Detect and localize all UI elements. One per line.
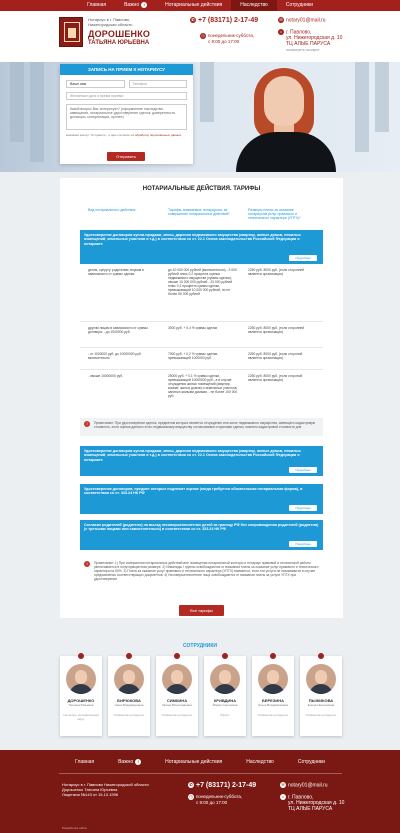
staff-photo — [258, 664, 288, 694]
staff-card[interactable] — [60, 656, 102, 736]
table-row — [80, 264, 323, 322]
staff-card[interactable] — [204, 656, 246, 736]
staff-surname: БИРЮКОВА — [117, 698, 141, 703]
footer-copyright[interactable]: Разработка сайта — [62, 826, 87, 830]
brand-subtitle: Нотариус в г. Павлово, Нижегородская область — [88, 17, 133, 27]
form-title: ЗАПИСЬ НА ПРИЕМ К НОТАРИУСУ — [60, 64, 193, 75]
tariff-block-4[interactable] — [80, 520, 323, 550]
notary-portrait — [226, 62, 346, 172]
footer-hours: ◷ понедельник-суббота, с 9:00 до 17:00 — [189, 794, 243, 805]
phone-icon: ✆ — [191, 17, 195, 23]
staff-card[interactable] — [108, 656, 150, 736]
staff-surname: ПЫЖИКОВА — [308, 698, 334, 703]
submit-button[interactable]: Отправить — [107, 152, 145, 161]
staff-surname: КРИВДИНА — [213, 698, 237, 703]
footer-nav-inheritance[interactable]: Наследство — [246, 759, 274, 765]
footer-address: ⌂ г. Павлово, ул. Нижегородская д. 10 ТЦ АЛЫЕ ПАРУСА — [281, 794, 345, 813]
map-link[interactable]: посмотреть на карте — [286, 48, 320, 53]
col-header-uptkh: Размеры платы за оказание нотариусом услуг правового и технического характера (УПТХ)* — [248, 208, 301, 220]
all-tariffs-button[interactable]: Все тарифы — [179, 605, 224, 616]
nav-item-home[interactable] — [78, 0, 115, 11]
clock-icon: ◷ — [201, 33, 205, 38]
header-hours: ◷ понедельник-суббота, с 9:00 до 17:00 — [201, 33, 255, 44]
staff-surname: СИМКИНА — [166, 698, 188, 703]
date-input[interactable]: Желаемые дата и время приема — [66, 92, 187, 100]
staff-role: Помощник нотариуса — [114, 713, 144, 717]
pin-icon — [174, 653, 180, 659]
staff-role: Нотариус, Нотариальный округ — [63, 713, 99, 721]
tariff-note: ! Примечание: При удостоверении сделок, предметом которых является отчуждение или залог недвижимого имущества, имеющего кадастровую стоимость, если оценка данного этого недвижимому имуществу согласованию сторонами сделки, нижнего кадастровой стоимости для — [80, 418, 323, 436]
tariff-block-2[interactable] — [80, 446, 323, 476]
staff-fullname: Ольга Владимировна — [258, 703, 288, 707]
footer-email[interactable]: ✉ notary01@mail.ru — [281, 782, 328, 789]
nav-label: Важно — [124, 2, 140, 8]
staff-fullname: Татьяна Юрьевна — [68, 703, 94, 707]
footer-nav-notary-actions[interactable]: Нотариальные действия — [165, 759, 223, 765]
staff-photo — [114, 664, 144, 694]
cell-tariff: 7000 руб. + 0,2 % суммы сделки, превышающей 1000000 руб. — [168, 352, 219, 360]
footer-nav — [0, 757, 400, 768]
tariff-block-1[interactable] — [80, 230, 323, 264]
nav-item-staff[interactable] — [277, 0, 322, 11]
staff-card[interactable] — [156, 656, 198, 736]
header — [0, 11, 400, 62]
question-textarea[interactable]: Какой вопрос Вас интересует? (оформление наследства, завещания, нотариальное удостоверение сделок, доверенности, договоры, консультации, прочее) — [66, 104, 187, 130]
brand-surname: ДОРОШЕНКО — [88, 29, 151, 39]
staff-role: Помощник нотариуса — [306, 713, 336, 717]
footer — [0, 750, 400, 833]
staff-fullname: Нина Владимировна — [114, 703, 144, 707]
cell-uptkh: 2250 руб. 8000 руб. (если стороной является организация) — [248, 352, 303, 360]
footer-phone[interactable]: ✆ +7 (83171) 2-17-49 — [189, 782, 257, 789]
pin-icon — [78, 653, 84, 659]
important-badge: ! — [135, 759, 141, 765]
more-button[interactable]: Подробнее — [289, 255, 317, 261]
nav-item-inheritance[interactable] — [231, 0, 277, 11]
cell-action: детям, супругу, родителям, внукам в зависимости от суммы сделки: — [88, 268, 144, 276]
footer-nav-home[interactable]: Главная — [75, 759, 95, 765]
cell-action: - свыше 10000000 руб. — [88, 374, 124, 378]
tariff-note-2: ! Примечание: 1) При совершении нотариальных действий вне помещения нотариальной конторы и нотариус правовой и технической работы увеличивается в полуторакратном размере. 2) Инвалиды I группы освобождаются от взимания платы за оказание услуг правового и технического характера на 50%. 3) Плата за оказание услуг правового и технического характера (УПТХ) взимается, если эти услуги не оказываются в случае предъявления соответствующих документов. 4) Несовершеннолетние лица освобождаются от взимания платы за услуги УПТХ при удостоверении — [80, 558, 323, 598]
cell-uptkh: 2250 руб. 8000 руб. (если стороной является организация) — [248, 374, 303, 382]
staff-photo — [306, 664, 336, 694]
brand-name: ТАТЬЯНА ЮРЬЕВНА — [88, 40, 150, 46]
staff-fullname: Ирина Вячеславовна — [162, 703, 192, 707]
nav-label: Наследство — [240, 2, 268, 8]
nav-item-important[interactable] — [115, 0, 156, 11]
footer-nav-staff[interactable]: Сотрудники — [297, 759, 325, 765]
staff-title: СОТРУДНИКИ — [183, 643, 217, 649]
appointment-form — [60, 64, 193, 164]
cell-uptkh: 2250 руб. 8000 руб. (если сторонней является организация) — [248, 268, 305, 276]
nav-label: Нотариальные действия — [165, 2, 223, 8]
staff-photo — [66, 664, 96, 694]
nav-item-notary-actions[interactable] — [156, 0, 231, 11]
warning-icon: ! — [84, 561, 90, 567]
col-header-tariff: Тарифы, взимаемые нотариусом, за совершение нотариальных действий* — [168, 208, 230, 216]
header-email[interactable]: ✉ notary01@mail.ru — [279, 17, 326, 24]
pin-icon — [126, 653, 132, 659]
staff-surname: ДОРОШЕНКО — [67, 698, 95, 703]
table-row — [80, 322, 323, 348]
more-button[interactable]: Подробнее — [289, 467, 317, 473]
cell-action: другим лицам в зависимости от суммы договора: - до 1000000 руб. — [88, 326, 148, 334]
staff-fullname: Елена Николаевна — [307, 703, 335, 707]
top-nav — [0, 0, 400, 11]
header-phone[interactable]: ✆ +7 (83171) 2-17-49 — [191, 17, 259, 24]
block-title: Удостоверение договоров купли-продажи, мены, дарения недвижимого имущества (квартир, жилых домов, нежилых помещений, земельных участков и т.д.) в соответствии со ст. 22.1 Основ законодательства Российской Федерации о нотариате — [84, 449, 301, 462]
cell-tariff: до 10 000 000 рублей (включительно) - 3 000 рублей плюс 0,2 процента оценки недвижимого имущества (суммы сделки); свыше 10 000 000 рублей - 23 000 рублей плюс 0,1 процента суммы сделки, превышающей 10 000 000 рублей, но не более 50 000 рублей — [168, 268, 237, 296]
staff-card[interactable] — [300, 656, 342, 736]
pin-icon — [318, 653, 324, 659]
location-icon: ⌂ — [281, 794, 285, 799]
clock-icon: ◷ — [189, 794, 193, 799]
header-address: ⌂ г. Павлово, ул. Нижегородская д. 10 ТЦ АЛЫЕ ПАРУСА посмотреть на карте — [279, 29, 343, 53]
staff-photo — [162, 664, 192, 694]
notary-emblem-logo[interactable] — [59, 17, 83, 47]
consent-text: Нажимая кнопку "Отправить", я даю согласие на обработку персональных данных — [66, 133, 182, 137]
more-button[interactable]: Подробнее — [289, 541, 317, 547]
mail-icon: ✉ — [279, 17, 283, 22]
cell-tariff: 25000 руб. + 0,1 % суммы сделки, превышающей 10000000 руб., а в случае отчуждения жилых помещений (квартир, комнат, жилых домов) и земельных участков, занятых жилыми домами, - не более 100 000 руб. — [168, 374, 238, 398]
staff-photo — [210, 664, 240, 694]
tariffs-title: НОТАРИАЛЬНЫЕ ДЕЙСТВИЯ. ТАРИФЫ — [142, 186, 261, 192]
footer-divider — [59, 773, 342, 774]
tariff-block-3[interactable] — [80, 484, 323, 514]
block-title: Удостоверение договоров, предмет которых подлежит оценке (когда требуется обязательная нотариальная форма), в соответствии со ст. 333.24 НК РФ — [84, 487, 303, 496]
phone-icon: ✆ — [189, 782, 193, 788]
cell-action: - от 1000000 руб. до 10000000 руб. включительно — [88, 352, 142, 360]
staff-surname: БЕРЕЗИНА — [261, 698, 285, 703]
mail-icon: ✉ — [281, 782, 285, 787]
staff-role: Помощник нотариуса — [162, 713, 192, 717]
block-title: Удостоверение договоров купли-продажи, мены, дарения недвижимого имущества (квартир, жилых домов, нежилых помещений, земельных участков и т.д.) в соответствии со ст. 22.1 Основ законодательства Российской Федерации о нотариате — [84, 233, 301, 246]
staff-fullname: Мария Сергеевна — [212, 703, 238, 707]
warning-icon: ! — [84, 421, 90, 427]
cell-uptkh: 2250 руб. 8000 руб. (если сторонней является организация) — [248, 326, 305, 334]
footer-brand: Нотариус в г. Павлово Нижегородской области Дорошенко Татьяна Юрьевна Лицензия №143 от 15.10.1996 — [62, 782, 149, 797]
footer-nav-important[interactable]: Важно ! — [106, 757, 153, 768]
table-row — [80, 348, 323, 370]
tariffs-section — [60, 178, 343, 618]
cell-tariff: 3000 руб. + 0,4 % суммы сделки — [168, 326, 218, 330]
more-button[interactable]: Подробнее — [289, 505, 317, 511]
nav-label: Сотрудники — [285, 2, 313, 8]
location-icon: ⌂ — [279, 29, 283, 34]
nav-label: Главная — [87, 2, 107, 8]
col-header-action: Вид нотариального действия — [88, 208, 136, 212]
phone-input[interactable]: Телефон — [129, 80, 188, 88]
pin-icon — [222, 653, 228, 659]
staff-role: Юрист — [220, 713, 230, 717]
pin-icon — [270, 653, 276, 659]
staff-role: Помощник нотариуса — [258, 713, 288, 717]
staff-card[interactable] — [252, 656, 294, 736]
consent-link[interactable]: обработку персональных данных — [134, 133, 182, 137]
important-badge: ! — [141, 2, 147, 8]
name-input[interactable]: Ваше имя — [66, 80, 125, 88]
table-row — [80, 370, 323, 412]
block-title: Согласие родителей (родителя) на выезд несовершеннолетних детей за границу РФ без сопровождения родителей (родителя) (с третьими лицами или самостоятельно) в соответствии со ст. 333.24 НК РФ — [84, 523, 319, 532]
